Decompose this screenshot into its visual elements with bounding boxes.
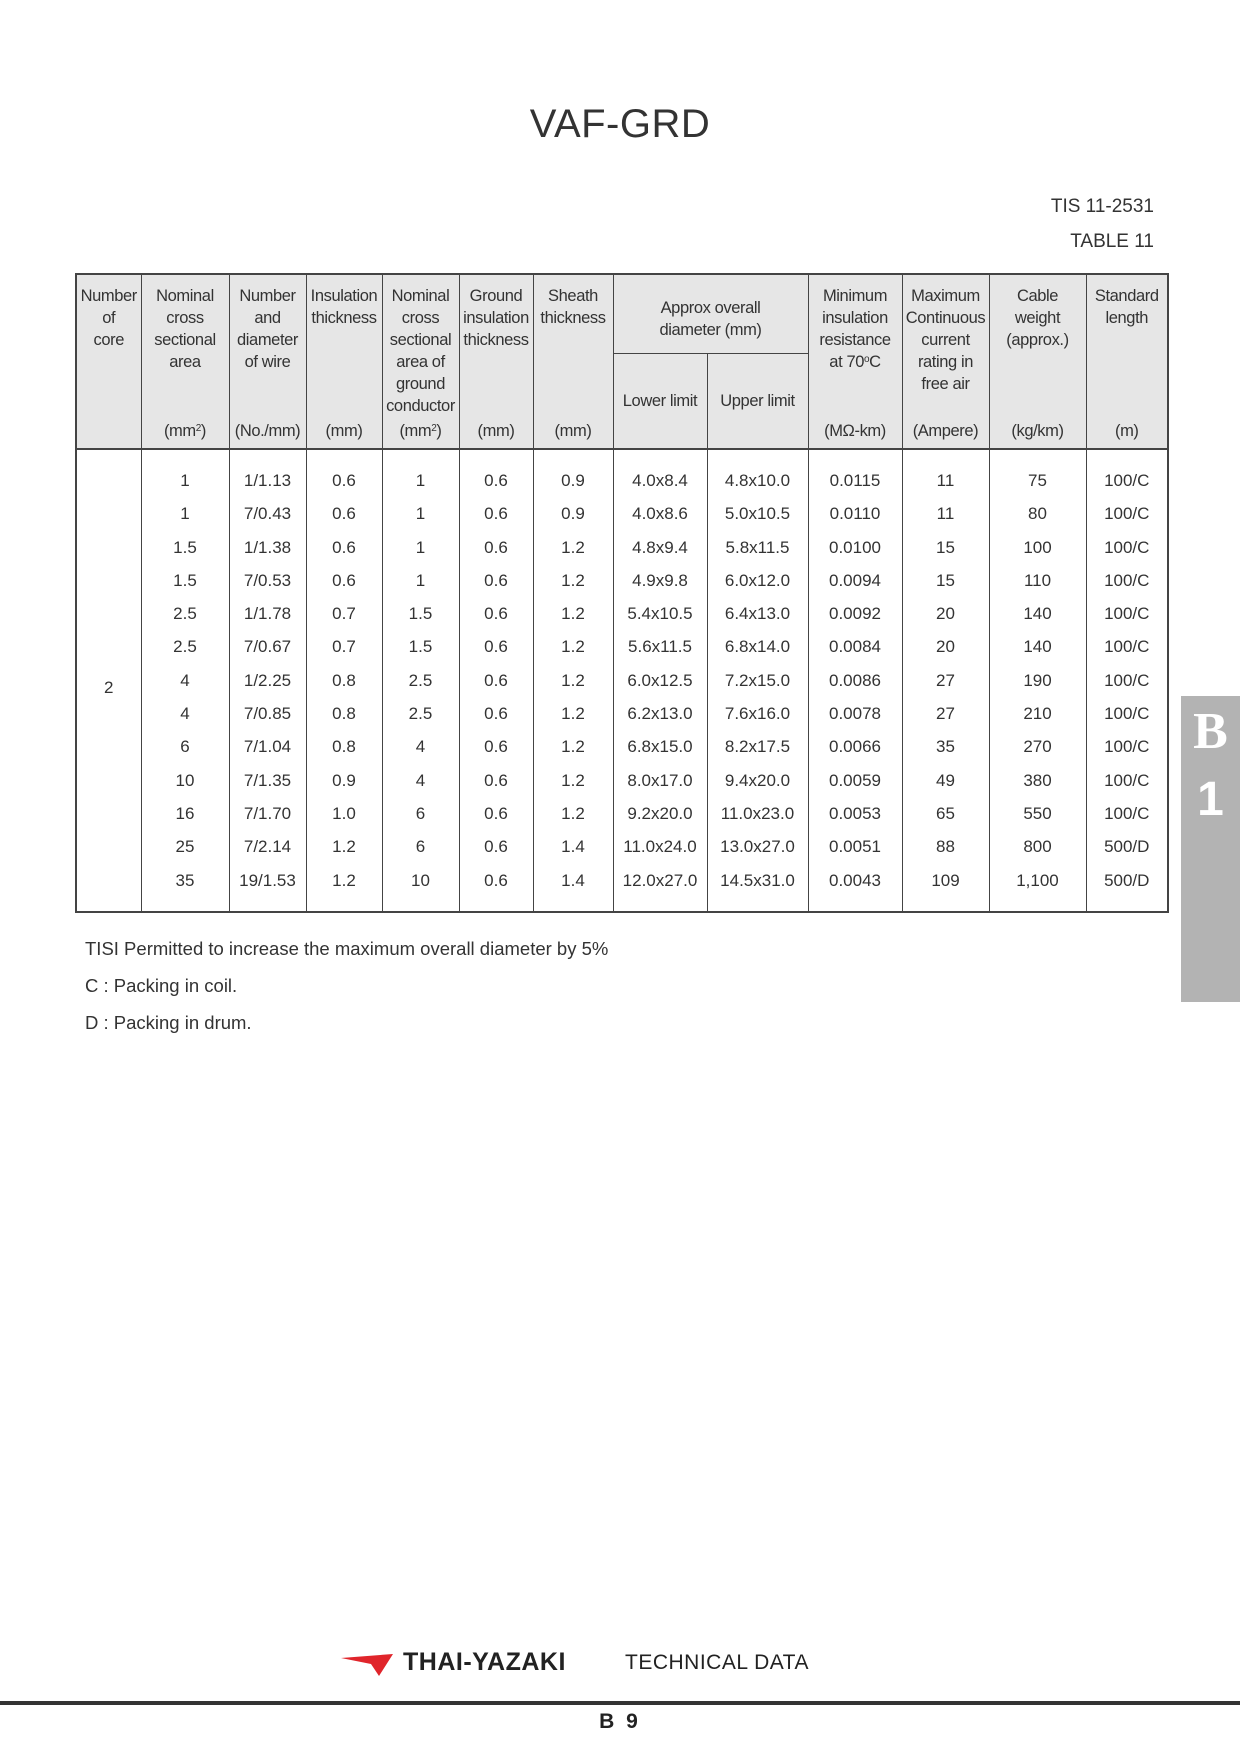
cell-weight: 80 bbox=[989, 497, 1086, 530]
cell-ground-area: 1 bbox=[382, 449, 459, 497]
cell-ground-area: 4 bbox=[382, 730, 459, 763]
cell-sheath: 1.2 bbox=[533, 564, 613, 597]
cell-lower-limit: 6.2x13.0 bbox=[613, 697, 707, 730]
cell-ground-insulation: 0.6 bbox=[459, 697, 533, 730]
cell-area: 4 bbox=[141, 664, 229, 697]
cell-area: 1 bbox=[141, 497, 229, 530]
cell-weight: 800 bbox=[989, 830, 1086, 863]
cell-ground-area: 4 bbox=[382, 764, 459, 797]
cell-ground-insulation: 0.6 bbox=[459, 531, 533, 564]
cell-length: 100/C bbox=[1086, 797, 1168, 830]
cell-lower-limit: 6.0x12.5 bbox=[613, 664, 707, 697]
cell-wire: 7/0.67 bbox=[229, 630, 306, 663]
cell-weight: 75 bbox=[989, 449, 1086, 497]
cell-weight: 190 bbox=[989, 664, 1086, 697]
cell-resistance: 0.0086 bbox=[808, 664, 902, 697]
cell-lower-limit: 5.6x11.5 bbox=[613, 630, 707, 663]
cell-sheath: 1.2 bbox=[533, 630, 613, 663]
cell-ground-insulation: 0.6 bbox=[459, 864, 533, 912]
footer-rule bbox=[0, 1701, 1240, 1705]
cell-current: 20 bbox=[902, 630, 989, 663]
cell-weight: 210 bbox=[989, 697, 1086, 730]
cell-length: 100/C bbox=[1086, 449, 1168, 497]
cell-upper-limit: 8.2x17.5 bbox=[707, 730, 808, 763]
cell-upper-limit: 13.0x27.0 bbox=[707, 830, 808, 863]
cell-resistance: 0.0051 bbox=[808, 830, 902, 863]
cell-resistance: 0.0084 bbox=[808, 630, 902, 663]
cell-wire: 7/0.85 bbox=[229, 697, 306, 730]
cell-ground-insulation: 0.6 bbox=[459, 597, 533, 630]
cell-insulation: 0.7 bbox=[306, 597, 382, 630]
cell-area: 4 bbox=[141, 697, 229, 730]
cell-upper-limit: 6.8x14.0 bbox=[707, 630, 808, 663]
cell-current: 49 bbox=[902, 764, 989, 797]
cell-ground-area: 1.5 bbox=[382, 597, 459, 630]
cell-sheath: 1.4 bbox=[533, 830, 613, 863]
cell-area: 16 bbox=[141, 797, 229, 830]
cell-current: 27 bbox=[902, 697, 989, 730]
table-row bbox=[76, 497, 1168, 530]
cell-wire: 7/0.43 bbox=[229, 497, 306, 530]
cell-length: 100/C bbox=[1086, 764, 1168, 797]
table-row bbox=[76, 531, 1168, 564]
cell-length: 100/C bbox=[1086, 597, 1168, 630]
footer-tagline: TECHNICAL DATA bbox=[625, 1651, 809, 1674]
cell-upper-limit: 5.8x11.5 bbox=[707, 531, 808, 564]
cell-resistance: 0.0100 bbox=[808, 531, 902, 564]
table-row bbox=[76, 864, 1168, 912]
cell-length: 500/D bbox=[1086, 830, 1168, 863]
cell-current: 15 bbox=[902, 531, 989, 564]
cell-current: 11 bbox=[902, 449, 989, 497]
section-tab-letter: B bbox=[1193, 703, 1228, 760]
cell-sheath: 1.2 bbox=[533, 730, 613, 763]
cell-lower-limit: 8.0x17.0 bbox=[613, 764, 707, 797]
cell-ground-area: 1 bbox=[382, 564, 459, 597]
cell-ground-insulation: 0.6 bbox=[459, 449, 533, 497]
cell-resistance: 0.0078 bbox=[808, 697, 902, 730]
cell-resistance: 0.0059 bbox=[808, 764, 902, 797]
header-insulation: Insulation thickness (mm) bbox=[306, 274, 382, 449]
cell-upper-limit: 4.8x10.0 bbox=[707, 449, 808, 497]
cell-sheath: 1.2 bbox=[533, 764, 613, 797]
cell-wire: 1/2.25 bbox=[229, 664, 306, 697]
cell-ground-area: 10 bbox=[382, 864, 459, 912]
cell-upper-limit: 5.0x10.5 bbox=[707, 497, 808, 530]
cell-core-count: 2 bbox=[76, 449, 141, 912]
note-coil: C : Packing in coil. bbox=[85, 975, 238, 996]
cell-area: 25 bbox=[141, 830, 229, 863]
table-row bbox=[76, 630, 1168, 663]
cell-current: 27 bbox=[902, 664, 989, 697]
cell-insulation: 0.6 bbox=[306, 531, 382, 564]
header-approx-diameter: Approx overall diameter (mm) bbox=[613, 274, 808, 354]
table-row bbox=[76, 597, 1168, 630]
cell-upper-limit: 6.4x13.0 bbox=[707, 597, 808, 630]
cell-insulation: 1.2 bbox=[306, 830, 382, 863]
cell-ground-insulation: 0.6 bbox=[459, 497, 533, 530]
cell-ground-area: 2.5 bbox=[382, 697, 459, 730]
cell-ground-area: 6 bbox=[382, 797, 459, 830]
table-row bbox=[76, 449, 1168, 497]
cell-lower-limit: 4.0x8.4 bbox=[613, 449, 707, 497]
cell-area: 2.5 bbox=[141, 630, 229, 663]
cell-length: 100/C bbox=[1086, 664, 1168, 697]
cell-wire: 7/1.04 bbox=[229, 730, 306, 763]
cell-current: 65 bbox=[902, 797, 989, 830]
cell-lower-limit: 6.8x15.0 bbox=[613, 730, 707, 763]
cell-area: 1.5 bbox=[141, 564, 229, 597]
cell-lower-limit: 4.0x8.6 bbox=[613, 497, 707, 530]
cell-length: 100/C bbox=[1086, 630, 1168, 663]
cell-current: 20 bbox=[902, 597, 989, 630]
header-lower-limit: Lower limit bbox=[613, 354, 707, 450]
section-tab bbox=[1181, 696, 1240, 1002]
unit-mm2: $(mm^2)$ bbox=[399, 422, 442, 440]
cell-upper-limit: 11.0x23.0 bbox=[707, 797, 808, 830]
cell-ground-area: 1 bbox=[382, 497, 459, 530]
cell-wire: 7/2.14 bbox=[229, 830, 306, 863]
cell-weight: 550 bbox=[989, 797, 1086, 830]
cell-weight: 1,100 bbox=[989, 864, 1086, 912]
cell-weight: 140 bbox=[989, 597, 1086, 630]
page-title: VAF-GRD bbox=[529, 102, 711, 146]
cell-insulation: 0.9 bbox=[306, 764, 382, 797]
cell-ground-insulation: 0.6 bbox=[459, 730, 533, 763]
cell-ground-insulation: 0.6 bbox=[459, 764, 533, 797]
cell-length: 100/C bbox=[1086, 497, 1168, 530]
header-min-resistance: Minimum insulation resistance at 70$^o$C (MΩ-km) bbox=[808, 274, 902, 449]
cell-sheath: 0.9 bbox=[533, 449, 613, 497]
cell-area: 10 bbox=[141, 764, 229, 797]
table-row bbox=[76, 730, 1168, 763]
cell-lower-limit: 11.0x24.0 bbox=[613, 830, 707, 863]
cell-insulation: 0.7 bbox=[306, 630, 382, 663]
cell-length: 500/D bbox=[1086, 864, 1168, 912]
cell-upper-limit: 9.4x20.0 bbox=[707, 764, 808, 797]
cell-sheath: 0.9 bbox=[533, 497, 613, 530]
cell-lower-limit: 12.0x27.0 bbox=[613, 864, 707, 912]
table-row bbox=[76, 564, 1168, 597]
cell-lower-limit: 4.8x9.4 bbox=[613, 531, 707, 564]
cell-insulation: 1.2 bbox=[306, 864, 382, 912]
cell-upper-limit: 7.2x15.0 bbox=[707, 664, 808, 697]
header-ground-area: Nominal cross sectional area of ground conductor $(mm^2)$ bbox=[382, 274, 459, 449]
cell-resistance: 0.0066 bbox=[808, 730, 902, 763]
cell-lower-limit: 4.9x9.8 bbox=[613, 564, 707, 597]
cell-wire: 1/1.78 bbox=[229, 597, 306, 630]
cell-area: 6 bbox=[141, 730, 229, 763]
note-drum: D : Packing in drum. bbox=[85, 1012, 252, 1033]
cell-resistance: 0.0110 bbox=[808, 497, 902, 530]
cell-ground-insulation: 0.6 bbox=[459, 564, 533, 597]
cell-resistance: 0.0092 bbox=[808, 597, 902, 630]
cell-area: 1.5 bbox=[141, 531, 229, 564]
cell-insulation: 0.8 bbox=[306, 664, 382, 697]
cell-sheath: 1.2 bbox=[533, 664, 613, 697]
header-number-of-core: Number of core bbox=[76, 274, 141, 449]
standard-reference: TIS 11-2531 bbox=[1050, 196, 1154, 217]
cell-insulation: 0.6 bbox=[306, 497, 382, 530]
cell-length: 100/C bbox=[1086, 564, 1168, 597]
cell-resistance: 0.0053 bbox=[808, 797, 902, 830]
table-body bbox=[76, 449, 1168, 912]
cell-ground-insulation: 0.6 bbox=[459, 630, 533, 663]
cell-wire: 7/1.70 bbox=[229, 797, 306, 830]
cell-lower-limit: 5.4x10.5 bbox=[613, 597, 707, 630]
cell-ground-insulation: 0.6 bbox=[459, 664, 533, 697]
cell-lower-limit: 9.2x20.0 bbox=[613, 797, 707, 830]
cell-weight: 110 bbox=[989, 564, 1086, 597]
cell-insulation: 1.0 bbox=[306, 797, 382, 830]
brand-name: THAI-YAZAKI bbox=[403, 1648, 566, 1676]
cell-sheath: 1.2 bbox=[533, 797, 613, 830]
header-cable-weight: Cable weight (approx.) (kg/km) bbox=[989, 274, 1086, 449]
cell-area: 2.5 bbox=[141, 597, 229, 630]
cell-sheath: 1.4 bbox=[533, 864, 613, 912]
cell-current: 11 bbox=[902, 497, 989, 530]
cell-area: 1 bbox=[141, 449, 229, 497]
cell-length: 100/C bbox=[1086, 531, 1168, 564]
page-number: B 9 bbox=[599, 1710, 641, 1733]
header-standard-length: Standard length (m) bbox=[1086, 274, 1168, 449]
cell-wire: 1/1.13 bbox=[229, 449, 306, 497]
header-sheath: Sheath thickness (mm) bbox=[533, 274, 613, 449]
cell-insulation: 0.8 bbox=[306, 697, 382, 730]
table-row bbox=[76, 797, 1168, 830]
header-nominal-area: Nominal cross sectional area $(mm^2)$ bbox=[141, 274, 229, 449]
cell-weight: 380 bbox=[989, 764, 1086, 797]
cell-sheath: 1.2 bbox=[533, 597, 613, 630]
cell-resistance: 0.0043 bbox=[808, 864, 902, 912]
header-max-current: Maximum Continuous current rating in free air (Ampere) bbox=[902, 274, 989, 449]
cell-insulation: 0.8 bbox=[306, 730, 382, 763]
cell-ground-area: 1.5 bbox=[382, 630, 459, 663]
specification-table bbox=[75, 273, 1169, 913]
cell-wire: 19/1.53 bbox=[229, 864, 306, 912]
cell-weight: 270 bbox=[989, 730, 1086, 763]
cell-wire: 1/1.38 bbox=[229, 531, 306, 564]
cell-resistance: 0.0115 bbox=[808, 449, 902, 497]
cell-length: 100/C bbox=[1086, 730, 1168, 763]
cell-current: 15 bbox=[902, 564, 989, 597]
section-tab-number: 1 bbox=[1197, 773, 1224, 826]
header-ground-insulation: Ground insulation thickness (mm) bbox=[459, 274, 533, 449]
table-row bbox=[76, 664, 1168, 697]
cell-current: 88 bbox=[902, 830, 989, 863]
cell-resistance: 0.0094 bbox=[808, 564, 902, 597]
cell-ground-insulation: 0.6 bbox=[459, 830, 533, 863]
header-upper-limit: Upper limit bbox=[707, 354, 808, 450]
cell-wire: 7/0.53 bbox=[229, 564, 306, 597]
cell-sheath: 1.2 bbox=[533, 697, 613, 730]
footer bbox=[0, 1646, 1240, 1686]
cell-sheath: 1.2 bbox=[533, 531, 613, 564]
cell-current: 109 bbox=[902, 864, 989, 912]
cell-wire: 7/1.35 bbox=[229, 764, 306, 797]
cell-upper-limit: 6.0x12.0 bbox=[707, 564, 808, 597]
cell-upper-limit: 7.6x16.0 bbox=[707, 697, 808, 730]
cell-insulation: 0.6 bbox=[306, 564, 382, 597]
cell-ground-area: 1 bbox=[382, 531, 459, 564]
cell-ground-area: 2.5 bbox=[382, 664, 459, 697]
cell-weight: 140 bbox=[989, 630, 1086, 663]
cell-area: 35 bbox=[141, 864, 229, 912]
table-label: TABLE 11 bbox=[1070, 231, 1154, 252]
cell-weight: 100 bbox=[989, 531, 1086, 564]
cell-length: 100/C bbox=[1086, 697, 1168, 730]
header-wire: Number and diameter of wire (No./mm) bbox=[229, 274, 306, 449]
brand-logo-icon bbox=[341, 1654, 393, 1676]
cell-ground-insulation: 0.6 bbox=[459, 797, 533, 830]
table-row bbox=[76, 764, 1168, 797]
cell-upper-limit: 14.5x31.0 bbox=[707, 864, 808, 912]
cell-insulation: 0.6 bbox=[306, 449, 382, 497]
cell-current: 35 bbox=[902, 730, 989, 763]
unit-mm2: $(mm^2)$ bbox=[163, 422, 207, 440]
table-row bbox=[76, 697, 1168, 730]
cell-ground-area: 6 bbox=[382, 830, 459, 863]
table-row bbox=[76, 830, 1168, 863]
notes bbox=[85, 930, 608, 1041]
note-tolerance: TISI Permitted to increase the maximum overall diameter by 5% bbox=[85, 938, 609, 959]
